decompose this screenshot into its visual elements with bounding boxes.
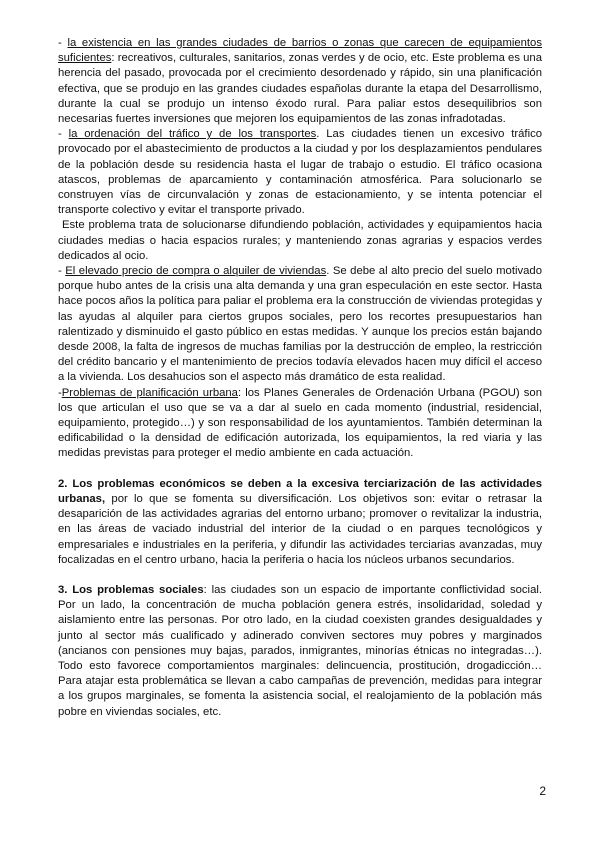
section-economicos	[58, 477, 542, 568]
paragraph-body-planificacion: : los Planes Generales de Ordenación Urbana (PGOU) son los que articulan el uso que se va a dar al suelo en cada momento (industrial, residencial, equipamiento, protegido…) y son responsabilidad de los ayuntamientos. También determinan la edificabilidad o la densidad de edificación autorizada, los equipamientos, la red viaria y las medidas previstas para proteger el medio ambiente en cada actuación.	[58, 386, 542, 460]
paragraph-body-trafico: . Las ciudades tienen un excesivo tráfico provocado por el abastecimiento de productos a la ciudad y por los desplazamientos pendulares de la población desde su residencia hasta el lugar de trabajo o estudio. El tráfico ocasiona atascos, problemas de aparcamiento y contaminación atmosférica. Para solucionarlo se construyen vías de circunvalación y zonas de estacionamiento, y se intenta potenciar el transporte colectivo y evitar el transporte privado.	[58, 128, 543, 217]
paragraph-spacer	[58, 568, 542, 583]
section-sociales	[58, 583, 542, 720]
page-content	[58, 36, 542, 720]
paragraph-vivienda	[58, 264, 542, 386]
paragraph-equipamientos	[58, 36, 542, 127]
section-heading-economicos: 2. Los problemas económicos se deben a la excesiva terciarización de las actividades urbanas,	[58, 477, 542, 505]
paragraph-body-difusion: Este problema trata de solucionarse difundiendo población, actividades y equipamientos hacia ciudades medias o hacia espacios rurales; y manteniendo zonas agrarias y espacios verdes dedicados al ocio.	[58, 219, 542, 262]
paragraph-spacer	[58, 462, 542, 477]
paragraph-trafico	[58, 127, 542, 218]
section-heading-sociales: 3. Los problemas sociales	[58, 583, 204, 596]
paragraph-planificacion	[58, 386, 542, 462]
paragraph-heading-planificacion: Problemas de planificación urbana	[61, 386, 238, 399]
page-number: 2	[539, 784, 546, 798]
paragraph-prefix: -	[58, 386, 62, 399]
paragraph-heading-trafico: la ordenación del tráfico y de los transportes	[68, 128, 317, 141]
paragraph-prefix: -	[58, 128, 69, 141]
paragraph-body-vivienda: . Se debe al alto precio del suelo motivado porque hubo antes de la crisis una alta demanda y una gran especulación en este sector. Hasta hace pocos años la política para paliar el problema era la construcción de viviendas protegidas y las ayudas al alquiler para ciertos grupos sociales, pero los recortes presupuestarios han ralentizado y disminuido el gasto público en estas medidas. Y aunque los precios están bajando desde 2008, la falta de ingresos de muchas familias por la destrucción de empleo, la restricción del crédito bancario y el mantenimiento de precios todavía elevados hacen muy difícil el acceso a la vivienda. Los desahucios son el aspecto más dramático de esta realidad.	[58, 265, 542, 384]
section-body-economicos: por lo que se fomenta su diversificación. Los objetivos son: evitar o retrasar la desaparición de las actividades agrarias del entorno urbano; promover o revitalizar la industria, en las áreas de vaciado industrial del interior de la ciudad o en parques tecnológicos y empresariales e industriales en la periferia, y difundir las actividades terciarias avanzadas, muy focalizadas en el centro urbano, hacia la periferia o hacia los núcleos urbanos secundarios.	[58, 492, 542, 566]
paragraph-body-equipamientos: : recreativos, culturales, sanitarios, zonas verdes y de ocio, etc. Este problema es una herencia del pasado, provocada por el crecimiento desordenado y rápido, sin una planificación efectiva, que se produjo en las grandes ciudades españolas durante la etapa del Desarrollismo, durante la cual se produjo un intenso éxodo rural. Para paliar estos desequilibrios son necesarias fuertes inversiones que mejoren los equipamientos de las zonas infradotadas.	[58, 52, 542, 126]
paragraph-prefix: -	[58, 37, 68, 49]
section-body-sociales: : las ciudades son un espacio de importante conflictividad social. Por un lado, la concentración de mucha población genera estrés, insolidaridad, soledad y aislamiento entre las personas. Por otro lado, en la ciudad coexisten grandes desigualdades y junto al sector más cualificado y adinerado conviven sectores muy pobres y marginados (ancianos con pensiones muy bajas, parados, inmigrantes, minorías étnicas no integradas…). Todo esto favorece comportamientos marginales: delincuencia, prostitución, drogadicción… Para atajar esta problemática se llevan a cabo campañas de prevención, medidas para integrar a los grupos marginales, se fomenta la asistencia social, el realojamiento de la población más pobre en viviendas sociales, etc.	[58, 583, 542, 718]
paragraph-difusion	[58, 218, 542, 264]
paragraph-heading-equipamientos: la existencia en las grandes ciudades de barrios o zonas que carecen de equipamientos suficientes	[58, 37, 542, 65]
paragraph-heading-vivienda: El elevado precio de compra o alquiler de viviendas	[65, 265, 327, 278]
paragraph-prefix: -	[58, 265, 66, 278]
